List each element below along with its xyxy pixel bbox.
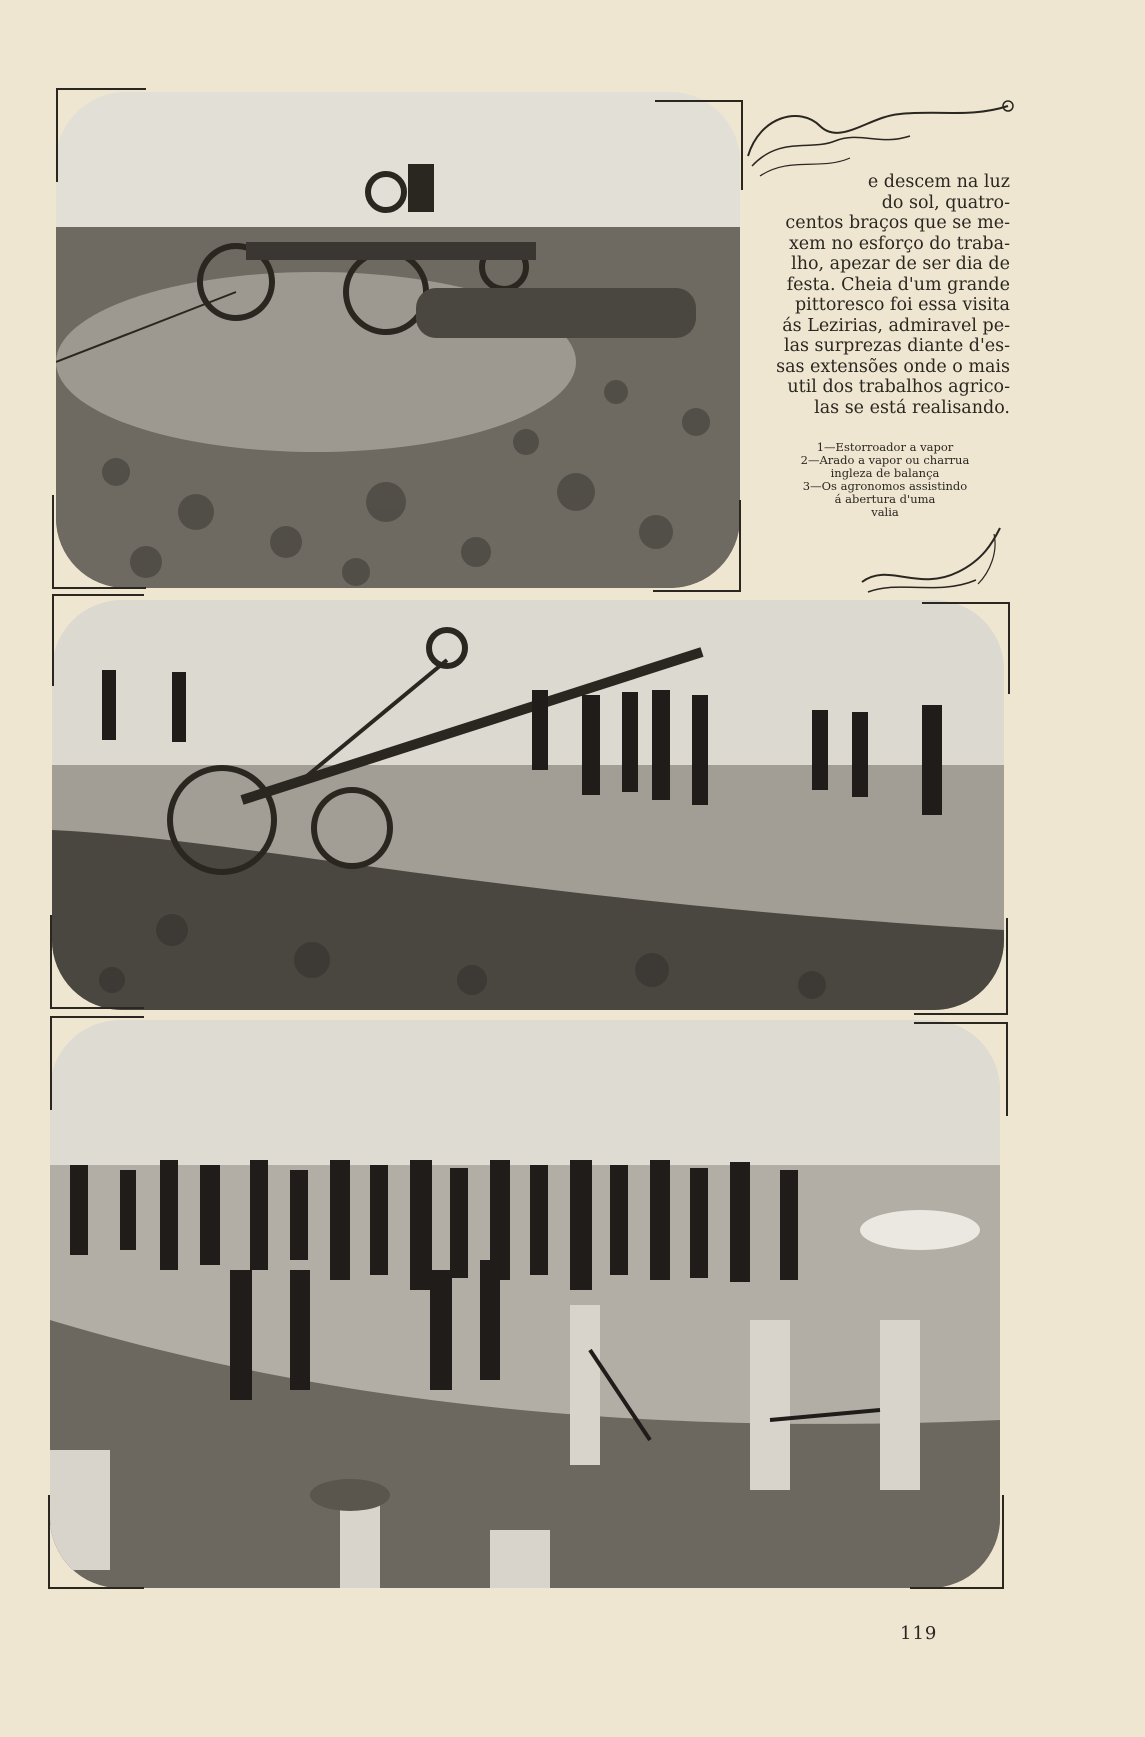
art-nouveau-ornament-side <box>858 522 1008 602</box>
corner-bracket <box>52 594 144 686</box>
agronomists-ditch-illustration <box>50 1020 1000 1588</box>
page-number: 119 <box>900 1623 938 1644</box>
caption-line: 1—Estorroador a vapor <box>816 440 954 454</box>
article-line: centos braços que se me- <box>785 213 1010 233</box>
caption-line: á abertura d'uma <box>834 492 936 506</box>
corner-bracket <box>914 1022 1008 1116</box>
article-line: las se está realisando. <box>814 397 1010 418</box>
article-line: do sol, quatro- <box>881 192 1010 213</box>
corner-bracket <box>50 915 144 1009</box>
article-line: festa. Cheia d'um grande <box>786 274 1010 295</box>
photo-steam-clod-crusher <box>56 92 740 588</box>
article-line: ás Lezirias, admiravel pe- <box>782 315 1010 336</box>
corner-bracket <box>48 1495 144 1589</box>
caption-line: valia <box>871 505 899 519</box>
article-line: sas extensões onde o mais <box>776 356 1010 377</box>
article-text <box>752 172 1010 418</box>
corner-bracket <box>653 500 741 592</box>
article-line: e descem na luz <box>867 172 1010 192</box>
article-line: lho, apezar de ser dia de <box>791 254 1010 274</box>
photo-agronomists-ditch <box>50 1020 1000 1588</box>
article-line: xem no esforço do traba- <box>788 233 1010 254</box>
photo-steam-balance-plough <box>52 600 1004 1010</box>
corner-bracket <box>914 918 1008 1015</box>
corner-bracket <box>910 1495 1004 1589</box>
corner-bracket <box>50 1016 144 1110</box>
caption-line: 2—Arado a vapor ou charrua <box>800 453 970 467</box>
photo-captions <box>760 441 1010 519</box>
corner-bracket <box>655 100 743 190</box>
caption-line: 3—Os agronomos assistindo <box>802 479 968 493</box>
article-line: las surprezas diante d'es- <box>783 336 1010 356</box>
steam-clod-crusher-illustration <box>56 92 740 588</box>
caption-line: ingleza de balança <box>830 466 940 480</box>
corner-bracket <box>922 602 1010 694</box>
corner-bracket <box>56 88 146 182</box>
article-line: pittoresco foi essa visita <box>794 295 1010 315</box>
steam-balance-plough-illustration <box>52 600 1004 1010</box>
article-line: util dos trabalhos agrico- <box>787 377 1010 397</box>
corner-bracket <box>52 495 146 589</box>
